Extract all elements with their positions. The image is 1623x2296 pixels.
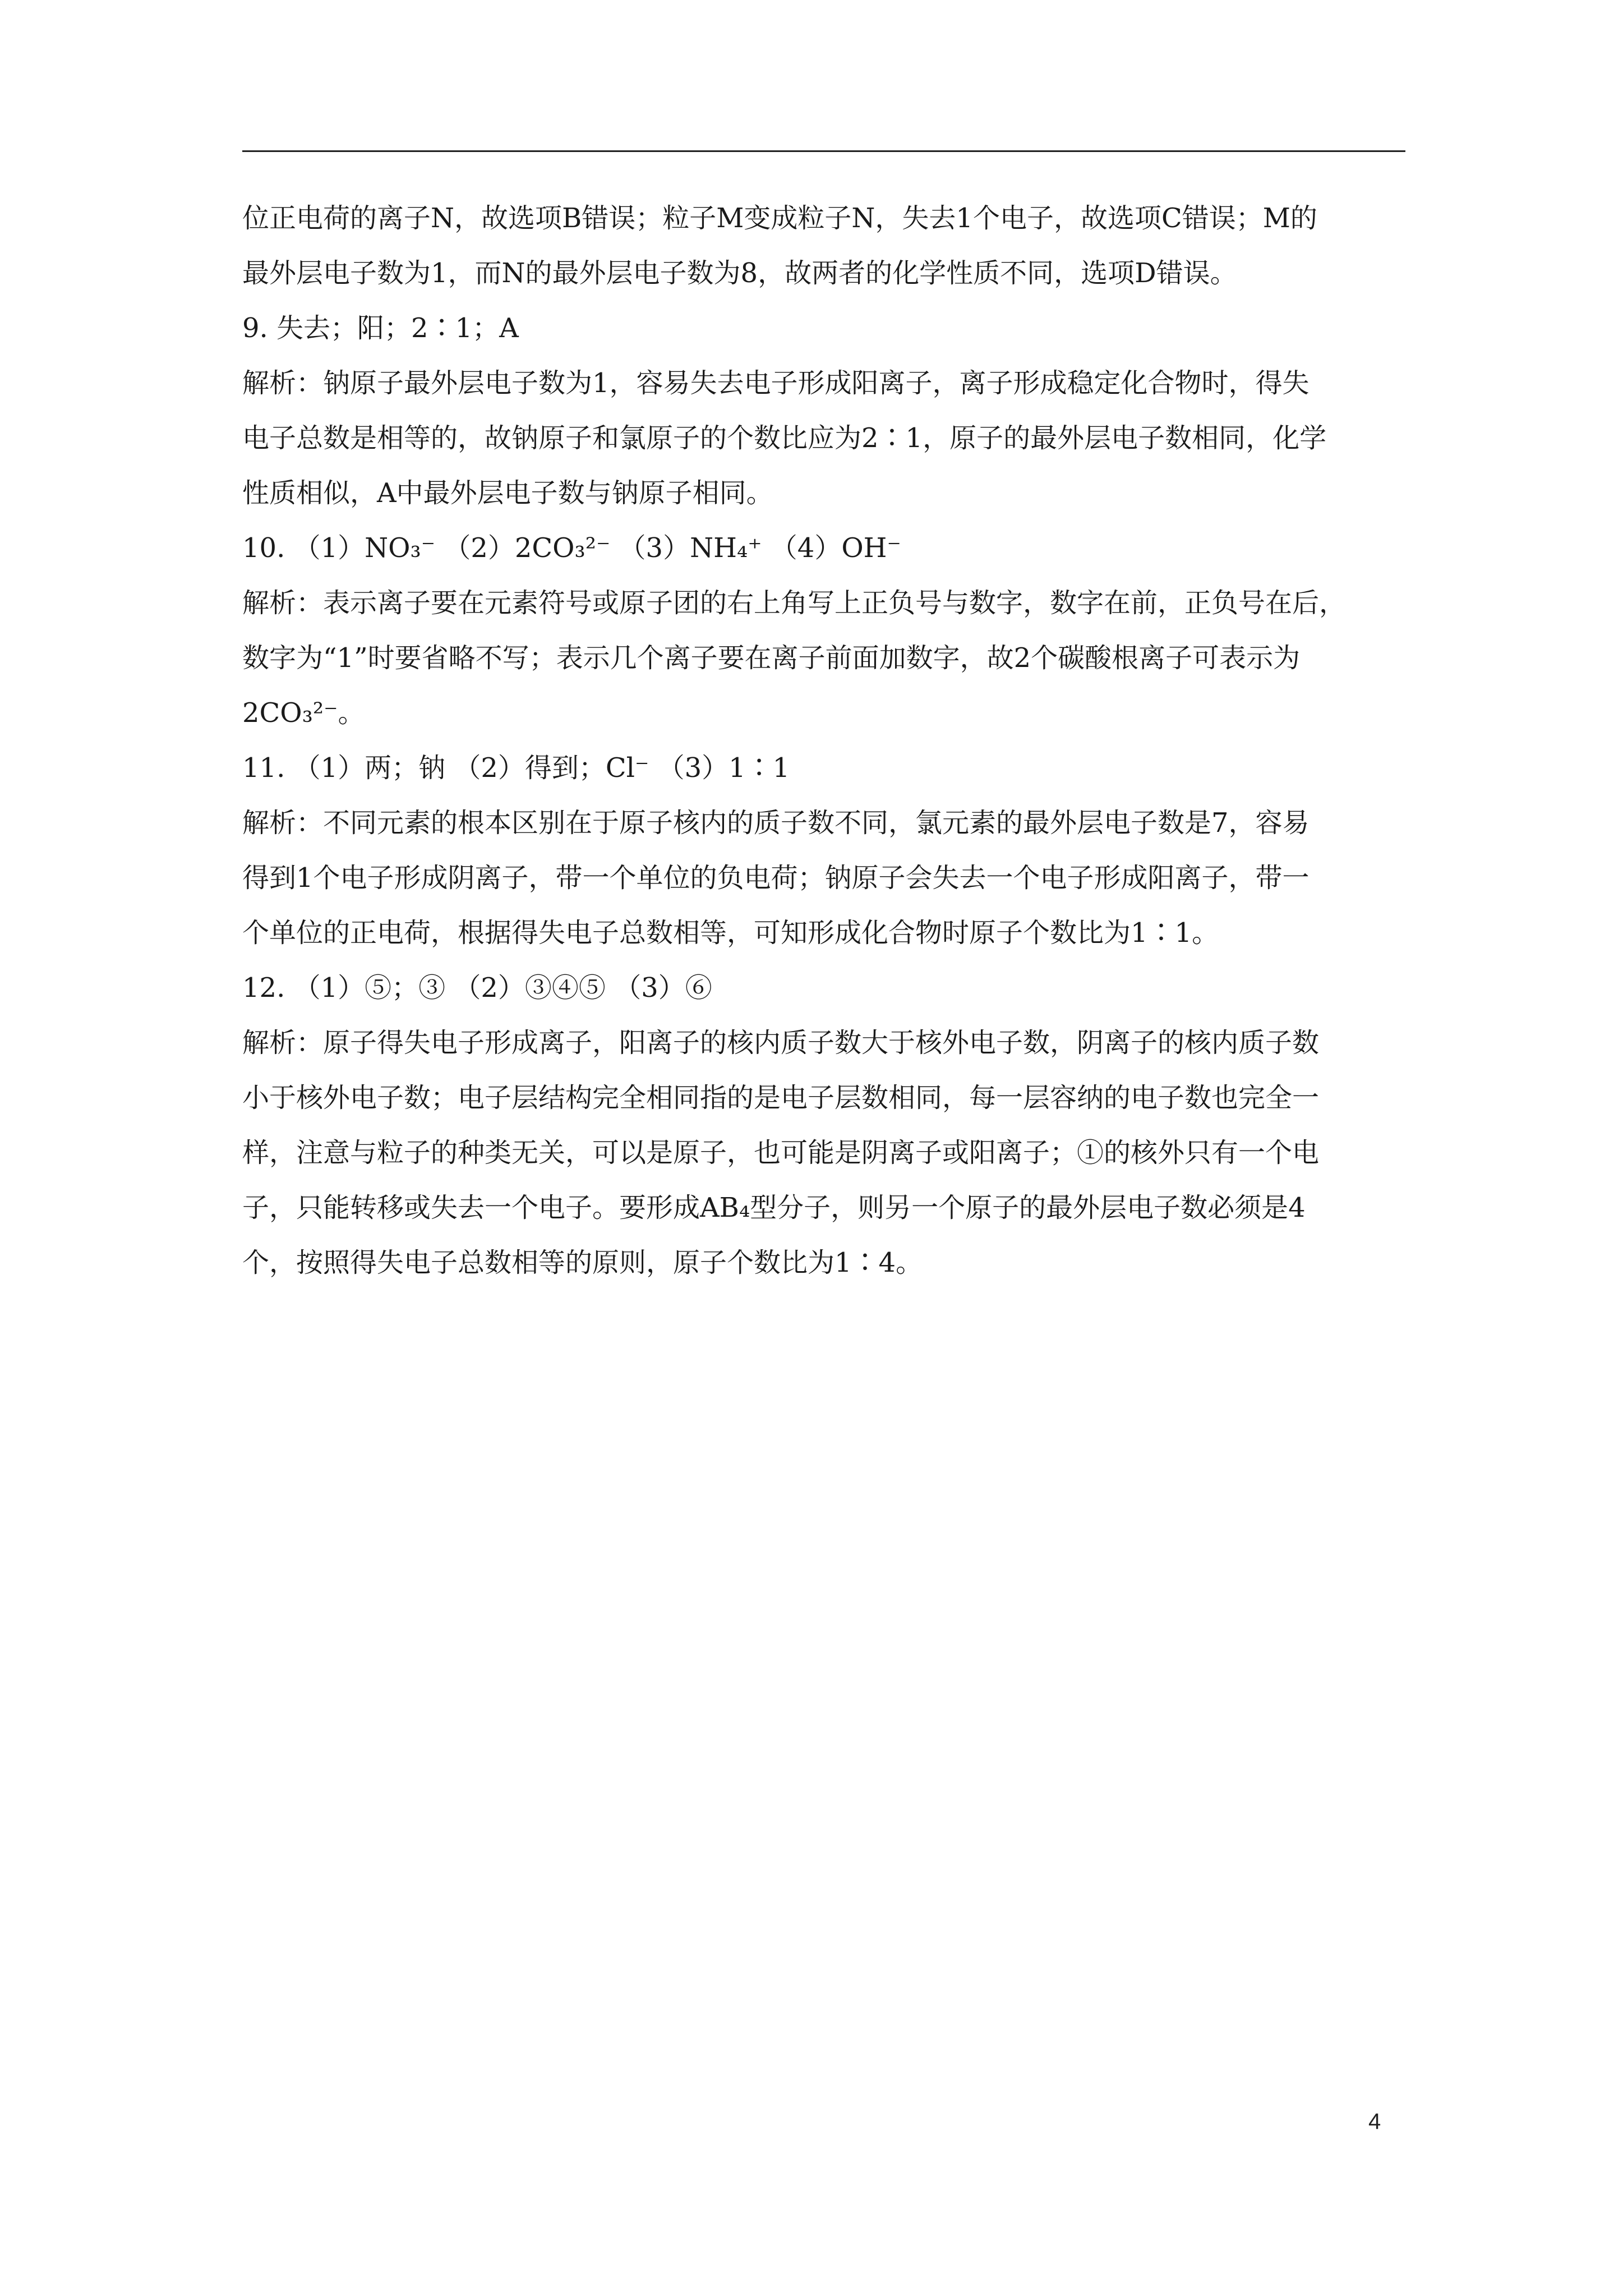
explanation-line: 解析：原子得失电子形成离子，阳离子的核内质子数大于核外电子数，阴离子的核内质子数: [242, 1027, 1320, 1059]
explanation-line: 解析：钠原子最外层电子数为1，容易失去电子形成阳离子，离子形成稳定化合物时，得失: [242, 367, 1310, 399]
answer-10: 10. （1）NO₃⁻ （2）2CO₃²⁻ （3）NH₄⁺ （4）OH⁻: [242, 532, 901, 564]
explanation-line: 个单位的正电荷，根据得失电子总数相等，可知形成化合物时原子个数比为1∶1。: [242, 917, 1219, 949]
answer-9: 9. 失去；阳；2∶1；A: [242, 312, 519, 344]
header-rule: [242, 150, 1405, 152]
answer-11: 11. （1）两；钠 （2）得到；Cl⁻ （3）1∶1: [242, 752, 790, 784]
text-line: 位正电荷的离子N，故选项B错误；粒子M变成粒子N，失去1个电子，故选项C错误；M的: [242, 203, 1317, 234]
text-line: 最外层电子数为1，而N的最外层电子数为8，故两者的化学性质不同，选项D错误。: [242, 257, 1237, 289]
explanation-line: 性质相似，A中最外层电子数与钠原子相同。: [242, 477, 773, 509]
page-content: [242, 191, 1405, 1290]
explanation-line: 样，注意与粒子的种类无关，可以是原子，也可能是阴离子或阳离子；①的核外只有一个电: [242, 1137, 1320, 1168]
explanation-line: 解析：表示离子要在元素符号或原子团的右上角写上正负号与数字，数字在前，正负号在后，: [242, 587, 1347, 619]
explanation-line: 数字为“1”时要省略不写；表示几个离子要在离子前面加数字，故2个碳酸根离子可表示为: [242, 642, 1301, 674]
explanation-line: 子，只能转移或失去一个电子。要形成AB₄型分子，则另一个原子的最外层电子数必须是4: [242, 1192, 1306, 1223]
explanation-line: 小于核外电子数；电子层结构完全相同指的是电子层数相同，每一层容纳的电子数也完全一: [242, 1082, 1320, 1114]
explanation-line: 个，按照得失电子总数相等的原则，原子个数比为1∶4。: [242, 1247, 923, 1278]
explanation-line: 得到1个电子形成阴离子，带一个单位的负电荷；钠原子会失去一个电子形成阳离子，带一: [242, 862, 1310, 894]
explanation-line: 2CO₃²⁻。: [242, 697, 365, 729]
answer-12: 12. （1）⑤；③ （2）③④⑤ （3）⑥: [242, 972, 712, 1004]
page-number: 4: [1368, 2109, 1381, 2134]
explanation-line: 解析：不同元素的根本区别在于原子核内的质子数不同，氯元素的最外层电子数是7，容易: [242, 807, 1310, 839]
explanation-line: 电子总数是相等的，故钠原子和氯原子的个数比应为2∶1，原子的最外层电子数相同，化学: [242, 422, 1327, 454]
